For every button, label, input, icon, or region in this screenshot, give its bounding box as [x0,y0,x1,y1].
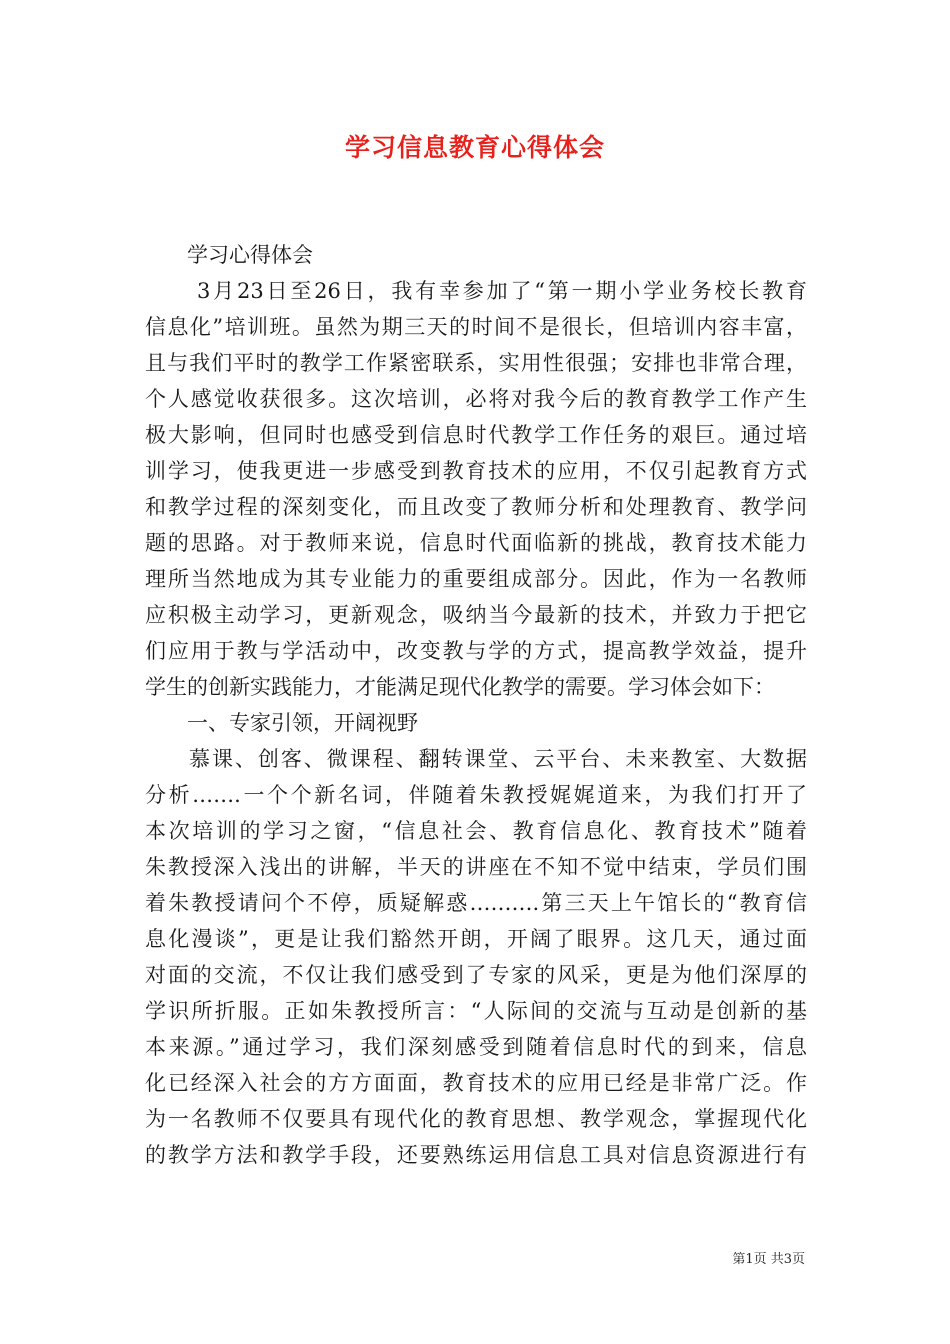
body-line: 学生的创新实践能力，才能满足现代化教学的需要。学习体会如下： [145,675,775,699]
body-line: 训学习，使我更进一步感受到教育技术的应用，不仅引起教育方式 [145,459,807,483]
body-line: 本次培训的学习之窗，“信息社会、教育信息化、教育技术”随着 [145,819,807,843]
body-line: 题的思路。对于教师来说，信息时代面临新的挑战，教育技术能力 [145,531,807,555]
body-line: 且与我们平时的教学工作紧密联系，实用性很强；安排也非常合理， [145,351,807,375]
body-line: 学习心得体会 [187,243,313,267]
body-line: 息化漫谈”，更是让我们豁然开朗，开阔了眼界。这几天，通过面 [145,927,807,951]
body-line: 们应用于教与学活动中，改变教与学的方式，提高教学效益，提升 [145,639,807,663]
body-line: 朱教授深入浅出的讲解，半天的讲座在不知不觉中结束，学员们围 [145,855,807,879]
body-line: 的教学方法和教学手段，还要熟练运用信息工具对信息资源进行有 [145,1143,807,1167]
document-title: 学习信息教育心得体会 [344,133,605,162]
body-line: 和教学过程的深刻变化，而且改变了教师分析和处理教育、教学问 [145,495,807,519]
body-line: 信息化”培训班。虽然为期三天的时间不是很长，但培训内容丰富， [145,315,807,339]
body-line: 着朱教授请问个不停，质疑解惑……….第三天上午馆长的“教育信 [145,891,807,915]
document-body [145,237,807,1173]
body-line: 学识所折服。正如朱教授所言：“人际间的交流与互动是创新的基 [145,999,807,1023]
body-line: 本来源。”通过学习，我们深刻感受到随着信息时代的到来，信息 [145,1035,807,1059]
body-line: 为一名教师不仅要具有现代化的教育思想、教学观念，掌握现代化 [145,1107,807,1131]
body-line: 理所当然地成为其专业能力的重要组成部分。因此，作为一名教师 [145,567,807,591]
body-line: 化已经深入社会的方方面面，教育技术的应用已经是非常广泛。作 [145,1071,807,1095]
page-number: 第1页 共3页 [732,1252,805,1267]
body-line: 分析…….一个个新名词，伴随着朱教授娓娓道来，为我们打开了 [145,783,807,807]
body-line: 对面的交流，不仅让我们感受到了专家的风采，更是为他们深厚的 [145,963,807,987]
body-line: 个人感觉收获很多。这次培训，必将对我今后的教育教学工作产生 [145,387,807,411]
section-heading: 一、专家引领，开阔视野 [187,711,418,735]
body-line: 慕课、创客、微课程、翻转课堂、云平台、未来教室、大数据 [189,747,807,771]
body-line: 极大影响，但同时也感受到信息时代教学工作任务的艰巨。通过培 [145,423,807,447]
body-line: 3月23日至26日，我有幸参加了“第一期小学业务校长教育 [197,279,807,303]
body-line: 应积极主动学习，更新观念，吸纳当今最新的技术，并致力于把它 [145,603,807,627]
